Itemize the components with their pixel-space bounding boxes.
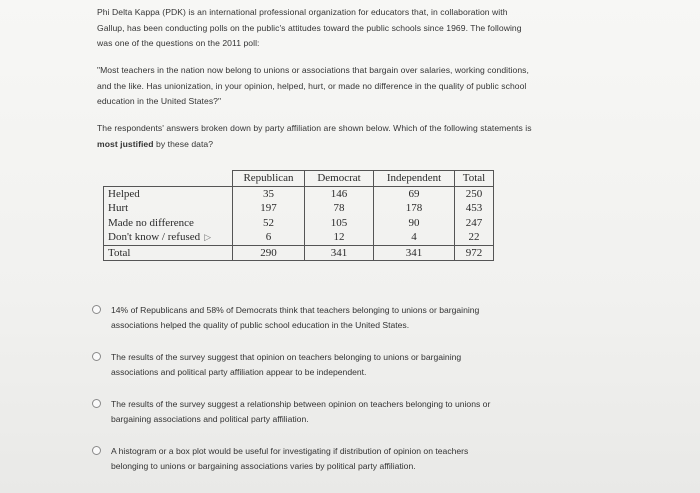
prompt-rest: by these data? [153, 138, 214, 149]
row-label: Total [104, 245, 233, 261]
table-cell: 6 [233, 230, 305, 245]
option-line: associations helped the quality of public school education in the United States. [111, 320, 410, 330]
table-cell: 341 [305, 245, 374, 261]
prompt-line [97, 137, 602, 153]
row-label: Made no difference [104, 216, 233, 231]
option-line: A histogram or a box plot would be useful for investigating if distribution of opinion on teachers [111, 446, 469, 456]
col-header-democrat: Democrat [305, 171, 374, 187]
table-cell: 178 [374, 201, 455, 216]
table-cell: 197 [233, 201, 305, 216]
survey-table [103, 170, 494, 261]
table-cell: 105 [305, 216, 374, 231]
table-header-row [104, 171, 494, 187]
row-label: Helped [104, 186, 233, 201]
col-header-republican: Republican [233, 171, 305, 187]
intro-paragraph [97, 5, 602, 52]
table-cell: 453 [455, 201, 494, 216]
option-line: The results of the survey suggest that opinion on teachers belonging to unions or bargaining [111, 352, 462, 362]
quote-line: education in the United States?" [97, 96, 222, 106]
mouse-cursor-icon: ▷ [204, 232, 212, 242]
table-corner [104, 171, 233, 187]
table-cell: 972 [455, 245, 494, 261]
quote-line: and the like. Has unionization, in your opinion, helped, hurt, or made no difference in the quality of public school [97, 80, 527, 91]
table-cell: 247 [455, 216, 494, 231]
table-cell: 290 [233, 245, 305, 261]
option-line: The results of the survey suggest a relationship between opinion on teachers belonging to unions or [111, 399, 491, 409]
row-label-text: Don't know / refused [108, 231, 201, 243]
radio-button[interactable] [92, 446, 101, 455]
table-cell: 250 [455, 186, 494, 201]
option-line: associations and political party affiliation appear to be independent. [111, 367, 367, 377]
table-row [104, 216, 494, 231]
table-cell: 69 [374, 186, 455, 201]
prompt-paragraph [97, 121, 602, 152]
quote-line: "Most teachers in the nation now belong to unions or associations that bargain over salaries, working conditions, [97, 65, 529, 75]
table-cell: 341 [374, 245, 455, 261]
prompt-line: The respondents' answers broken down by party affiliation are shown below. Which of the following statements is [97, 123, 532, 133]
option-line: belonging to unions or bargaining associations varies by political party affiliation. [111, 461, 416, 471]
row-label [104, 230, 233, 245]
table-cell: 90 [374, 216, 455, 231]
radio-button[interactable] [92, 305, 101, 314]
table-cell: 35 [233, 186, 305, 201]
table-row [104, 230, 494, 245]
prompt-emphasis: most justified [97, 138, 154, 149]
col-header-independent: Independent [374, 171, 455, 187]
row-label: Hurt [104, 201, 233, 216]
table-cell: 146 [305, 186, 374, 201]
option-text [111, 397, 606, 427]
table-cell: 12 [305, 230, 374, 245]
table-cell: 4 [374, 230, 455, 245]
radio-button[interactable] [92, 399, 101, 408]
poll-question-quote [97, 63, 602, 110]
option-text [111, 303, 606, 333]
option-line: bargaining associations and political party affiliation. [111, 414, 309, 424]
table-cell: 52 [233, 216, 305, 231]
intro-line: Phi Delta Kappa (PDK) is an international professional organization for educators that, in collaboration with [97, 7, 508, 17]
table-row [104, 186, 494, 201]
col-header-total: Total [455, 171, 494, 187]
radio-button[interactable] [92, 352, 101, 361]
intro-line: was one of the questions on the 2011 poll: [97, 38, 260, 48]
option-text [111, 350, 606, 380]
table-cell: 78 [305, 201, 374, 216]
table-row [104, 201, 494, 216]
table-total-row [104, 245, 494, 261]
option-text [111, 444, 606, 474]
intro-line: Gallup, has been conducting polls on the public's attitudes toward the public schools since 1969. The following [97, 22, 522, 33]
table-cell: 22 [455, 230, 494, 245]
option-line: 14% of Republicans and 58% of Democrats think that teachers belonging to unions or bargaining [111, 305, 480, 315]
